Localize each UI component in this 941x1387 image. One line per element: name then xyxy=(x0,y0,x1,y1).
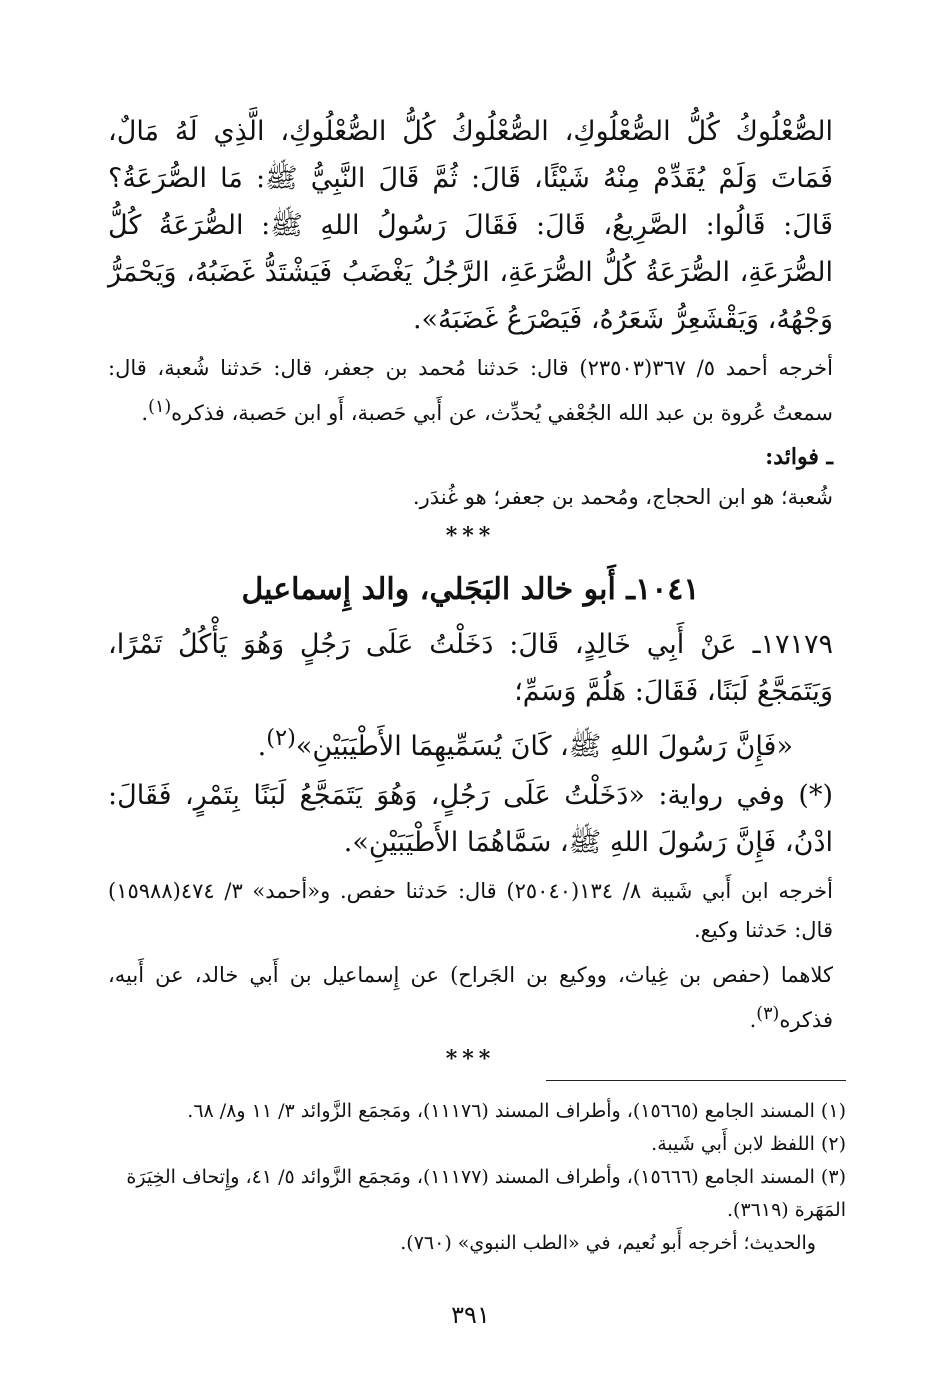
page-number: ٣٩١ xyxy=(451,1301,490,1329)
fawaid-text: شُعبة؛ هو ابن الحجاج، ومُحمد بن جعفر؛ هو غُندَر. xyxy=(412,485,833,509)
hadith-17179-quote: «فَإِنَّ رَسُولَ اللهِ ﷺ، كَانَ يُسَمِّيهِمَا الأَطْيَبَيْنِ»$^{(٢)}$. xyxy=(257,725,793,762)
section-separator-1: *** xyxy=(445,523,496,549)
variant-narration: (*) وفي رواية: «دَخَلْتُ عَلَى رَجُلٍ، وَهُوَ يَتَمَجَّعُ لَبَنًا بِتَمْرٍ، فَقَالَ: ادْنُ، فَإِنَّ رَسُولَ اللهِ ﷺ، سَمَّاهُمَا الأَطْيَبَيْنِ». xyxy=(108,780,833,858)
takhrij-3-text: كلاهما (حفص بن غِياث، ووكيع بن الجَراح) عن إِسماعيل بن أَبي خالد، عن أَبيه، فذكره xyxy=(108,963,833,1032)
footnote-1: (١) المسند الجامع (١٥٦٦٥)، وأطراف المسند (١١١٧٦)، ومَجمَع الزَّوائد ٣/ ١١ و٨/ ٦٨. xyxy=(187,1100,846,1122)
footnote-divider xyxy=(546,1080,846,1081)
chapter-title: ١٠٤١ـ أَبو خالد البَجَلي، والد إِسماعيل xyxy=(241,572,700,607)
takhrij-paragraph-1: أخرجه أحمد ٥/ ٣٦٧(٢٣٥٠٣) قال: حَدثنا مُحمد بن جعفر، قال: حَدثنا شُعبة، قال: سمعتُ عُروة بن عبد الله الجُعْفي يُحدِّث، عن أَبي حَصبة، أَو ابن حَصبة، فذكره$^{(١)}$. xyxy=(108,356,833,425)
takhrij-1-text: أخرجه أحمد ٥/ ٣٦٧(٢٣٥٠٣) قال: حَدثنا مُحمد بن جعفر، قال: حَدثنا شُعبة، قال: سمعتُ عُروة بن عبد الله الجُعْفي يُحدِّث، عن أَبي حَصبة، أَو ابن حَصبة، فذكره xyxy=(108,356,833,425)
footnotes-area xyxy=(96,1080,846,1260)
section-separator-2: *** xyxy=(445,1046,496,1072)
footnote-3-continuation: والحديث؛ أخرجه أَبو نُعيم، في «الطب النبوي» (٧٦٠). xyxy=(400,1232,816,1254)
footnote-ref-3[interactable]: (٣) xyxy=(756,1004,780,1024)
takhrij-paragraph-2: أخرجه ابن أَبي شَيبة ٨/ ١٣٤(٢٥٠٤٠) قال: حَدثنا حفص. و«أحمد» ٣/ ٤٧٤(١٥٩٨٨) قال: حَدثنا وكيع. xyxy=(108,879,833,942)
footnote-ref-1[interactable]: (١) xyxy=(148,397,172,417)
fawaid-heading: ـ فوائد: xyxy=(765,444,833,470)
footnote-3: (٣) المسند الجامع (١٥٦٦٦)، وأطراف المسند (١١١٧٧)، ومَجمَع الزَّوائد ٥/ ٤١، وإِتحاف الخِيَرَة المَهَرة (٣٦١٩). xyxy=(126,1166,846,1221)
hadith-17179-quote-text: «فَإِنَّ رَسُولَ اللهِ ﷺ، كَانَ يُسَمِّيهِمَا الأَطْيَبَيْنِ» xyxy=(295,731,793,762)
footnote-2: (٢) اللفظ لابن أَبي شَيبة. xyxy=(651,1133,846,1155)
hadith-continuation: الصُّعْلُوكُ كُلُّ الصُّعْلُوكِ، الصُّعْلُوكُ كُلُّ الصُّعْلُوكِ، الَّذِي لَهُ مَالٌ، فَمَاتَ وَلَمْ يُقَدِّمْ مِنْهُ شَيْئًا، قَالَ: ثُمَّ قَالَ النَّبِيُّ ﷺ: مَا الصُّرَعَةُ؟ قَالَ: قَالُوا: الصَّرِيعُ، قَالَ: فَقَالَ رَسُولُ اللهِ ﷺ: الصُّرَعَةُ كُلُّ الصُّرَعَةِ، الصُّرَعَةُ كُلُّ الصُّرَعَةِ، الرَّجُلُ يَغْضَبُ فَيَشْتَدُّ غَضَبُهُ، وَيَحْمَرُّ وَجْهُهُ، وَيَقْشَعِرُّ شَعَرُهُ، فَيَصْرَعُ غَضَبَهُ». xyxy=(108,116,833,335)
takhrij-paragraph-3: كلاهما (حفص بن غِياث، ووكيع بن الجَراح) عن إِسماعيل بن أَبي خالد، عن أَبيه، فذكره$^{(٣)}$. xyxy=(108,963,833,1032)
hadith-17179: ١٧١٧٩ـ عَنْ أَبِي خَالِدٍ، قَالَ: دَخَلْتُ عَلَى رَجُلٍ وَهُوَ يَأْكُلُ تَمْرًا، وَيَتَمَجَّعُ لَبَنًا، فَقَالَ: هَلُمَّ وَسَمِّ؛ xyxy=(108,629,833,707)
footnote-ref-2[interactable]: (٢) xyxy=(266,725,296,751)
